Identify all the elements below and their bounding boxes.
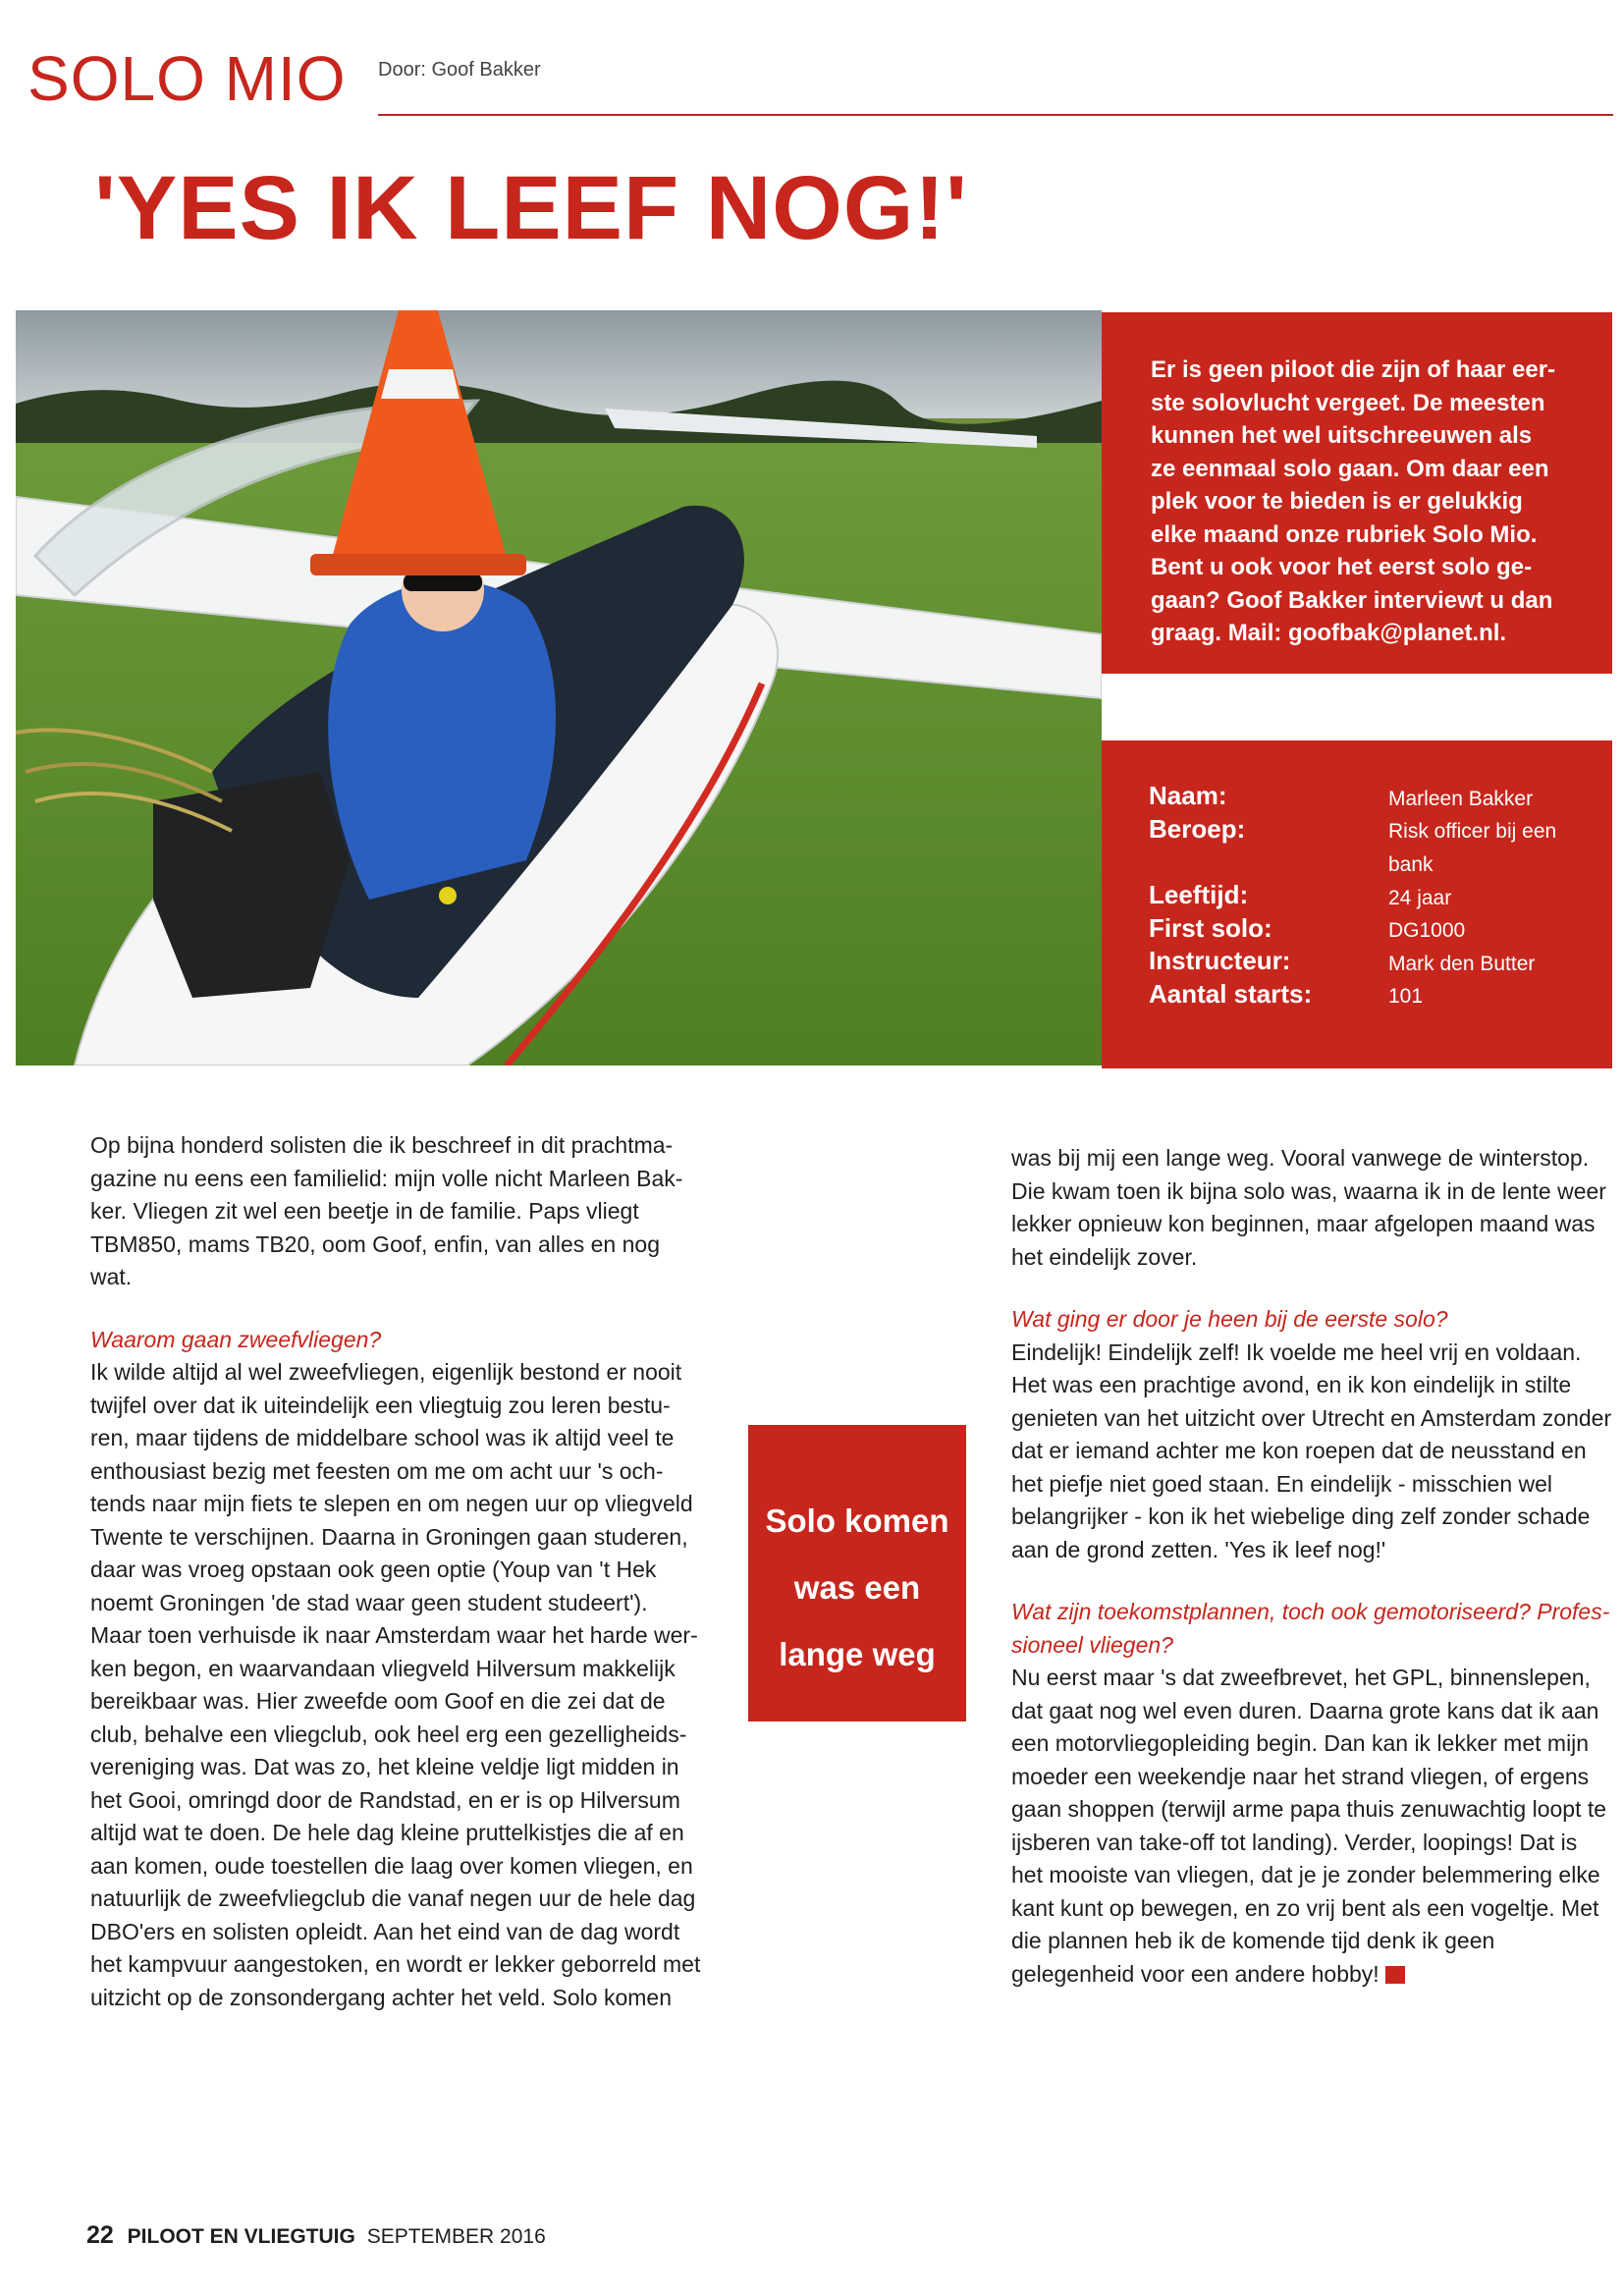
intro-line: Er is geen piloot die zijn of haar eer- [1151,356,1556,383]
fact-value-first-solo: DG1000 [1388,919,1466,942]
page-number: 22 [86,2221,114,2249]
fact-label-starts: Aantal starts: [1149,979,1313,1009]
fact-value-starts: 101 [1388,985,1424,1008]
article-column-left [90,1129,701,2014]
intro-line: kunnen het wel uitschreeuwen als [1151,422,1533,449]
article-paragraph [1011,1662,1614,1991]
intro-text [1151,354,1573,650]
page-footer [86,2221,546,2250]
intro-line: plek voor te bieden is er gelukkig [1151,488,1523,515]
article-column-right [1011,1142,1614,1991]
article-paragraph: Eindelijk! Eindelijk zelf! Ik voelde me heel vrij en voldaan. Het was een prachtige avond, en ik kon eindelijk in stilte genieten van het uitzicht over Utrecht en Amsterdam zonder dat er iemand achter me kon roepen dat de neusstand en het piefje niet goed staan. En eindelijk - misschien wel belangrijker - kon ik het wiebelige ding zelf zonder schade aan de grond zetten. 'Yes ik leef nog!' [1011,1339,1612,1562]
magazine-name: PILOOT EN VLIEGTUIG [127,2225,355,2248]
rubric-title: SOLO MIO [27,43,347,114]
fact-value-profession: Risk officer bij een bank [1388,820,1557,876]
article-paragraph-text: Nu eerst maar 's dat zweefbrevet, het GPL, binnenslepen, dat gaat nog wel even duren. Daarna grote kans dat ik aan een motorvliegopleiding begin. Dan kan ik lekker met mijn moeder een weekendje naar het strand vliegen, of ergens gaan shoppen (terwijl arme papa thuis zenuwachtig loopt te ijsberen van take-off tot landing). Verder, loopings! Dat is het mooiste van vliegen, dat je je zonder belemmering elke kant kunt op bewegen, en zo vrij bent als een vogeltje. Met die plannen heb ik de komende tijd denk ik geen gelegenheid voor een andere hobby! [1011,1665,1607,1987]
fact-label-profession: Beroep: [1149,814,1246,844]
article-paragraph: Op bijna honderd solisten die ik beschreef in dit prachtma-gazine nu eens een familielid: mijn volle nicht Marleen Bak-ker. Vliegen zit wel een beetje in de familie. Paps vliegt TBM850, mams TB20, oom Goof, enfin, van alles en nog wat. [90,1132,683,1289]
article-paragraph: was bij mij een lange weg. Vooral vanwege de winterstop. Die kwam toen ik bijna solo was, waarna ik in de lente weer lekker opnieuw kon beginnen, maar afgelopen maand was het eindelijk zover. [1011,1145,1606,1270]
issue-date: SEPTEMBER 2016 [366,2225,546,2248]
fact-value-age: 24 jaar [1388,887,1452,909]
intro-line: ze eenmaal solo gaan. Om daar een [1151,455,1549,482]
intro-line: graag. Mail: goofbak@planet.nl. [1151,620,1507,646]
fact-label-instructor: Instructeur: [1149,946,1291,975]
fact-label-first-solo: First solo: [1149,913,1272,943]
pullquote-text: Solo komen was een lange weg [765,1503,949,1672]
question-heading: Wat ging er door je heen bij de eerste solo? [1011,1306,1448,1332]
fact-value-instructor: Mark den Butter [1388,953,1536,975]
fact-label-age: Leeftijd: [1149,880,1249,909]
byline: Door: Goof Bakker [378,59,541,81]
fact-label-name: Naam: [1149,781,1227,810]
glider-illustration [16,310,1102,1066]
question-heading: Wat zijn toekomstplannen, toch ook gemotoriseerd? Profes-sioneel vliegen? [1011,1599,1610,1658]
intro-line: ste solovlucht vergeet. De meesten [1151,389,1545,416]
intro-line: elke maand onze rubriek Solo Mio. [1151,520,1538,548]
article-paragraph: Ik wilde altijd al wel zweefvliegen, eigenlijk bestond er nooit twijfel over dat ik uiteindelijk een vliegtuig zou leren bestu-ren, maar tijdens de middelbare school was ik altijd veel te enthousiast bezig met feesten om me om acht uur 's och-tends naar mijn fiets te slepen en om negen uur op vliegveld Twente te verschijnen. Daarna in Groningen gaan studeren, daar was vroeg opstaan ook geen optie (Youp van 't Hek noemt Groningen 'de stad waar geen student studeert'). Maar toen verhuisde ik naar Amsterdam waar het harde wer-ken begon, en waarvandaan vliegveld Hilversum makkelijk bereikbaar was. Hier zweefde oom Goof en die zei dat de club, behalve een vliegclub, ook heel erg een gezelligheids-vereniging was. Dat was zo, het kleine veldje ligt midden in het Gooi, omringd door de Randstad, en er is op Hilversum altijd wat te doen. De hele dag kleine pruttelkistjes die af en aan komen, oude toestellen die laag over komen vliegen, en natuurlijk de zweefvliegclub die vanaf negen uur de hele dag DBO'ers en solisten opleidt. Aan het eind van de dag wordt het kampvuur aangestoken, en wordt er lekker geborreld met uitzicht op de zonsondergang achter het veld. Solo komen [90,1359,701,2010]
fact-value-name: Marleen Bakker [1388,788,1534,810]
end-of-article-icon [1385,1966,1405,1984]
headline: 'YES IK LEEF NOG!' [94,158,968,258]
glider-photo [16,310,1102,1066]
intro-line: Bent u ook voor het eerst solo ge- [1151,554,1533,580]
question-heading: Waarom gaan zweefvliegen? [90,1326,382,1352]
intro-line: gaan? Goof Bakker interviewt u dan [1151,586,1553,614]
header-rule [378,114,1613,116]
